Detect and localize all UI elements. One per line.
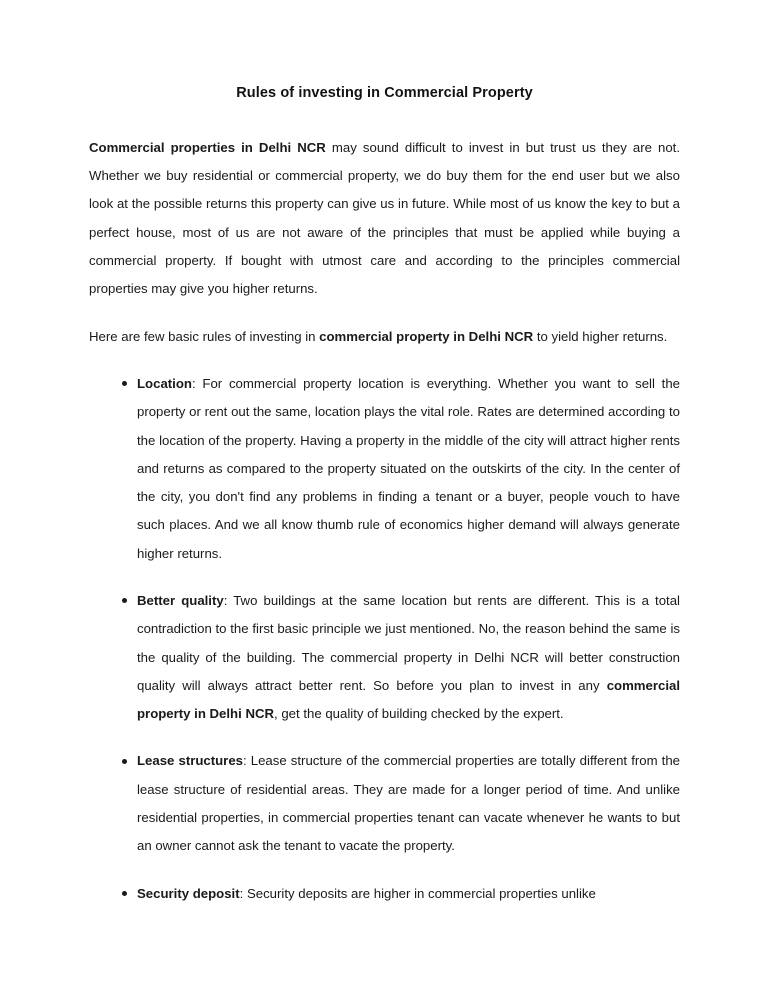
- document-body: [89, 84, 680, 908]
- rules-intro-bold-phrase: commercial property in Delhi NCR: [319, 328, 534, 344]
- bullet-separator: :: [243, 753, 251, 769]
- bullet-body-after-bold-better-quality: , get the quality of building checked by the expert.: [274, 706, 564, 722]
- bullet-separator: :: [239, 885, 247, 901]
- intro-body-text: may sound difficult to invest in but trust us they are not. Whether we buy residential or commercial property, we do buy them for the end user but we also look at the possible returns this property can give us in future. While most of us know the key to but a perfect house, most of us are not aware of the principles that must be applied while buying a commercial property. If bought with utmost care and according to the principles commercial properties may give you higher returns.: [89, 139, 681, 297]
- bullet-bold-phrase-better-quality: commercial property in Delhi NCR: [137, 677, 680, 722]
- bullet-lead-in-security-deposit: Security deposit: [137, 885, 240, 901]
- intro-bold-lead: Commercial properties in Delhi NCR: [89, 139, 326, 155]
- rules-intro-text-after: to yield higher returns.: [533, 328, 668, 344]
- list-item: [89, 880, 680, 908]
- bullet-separator: :: [191, 375, 203, 391]
- list-item: [89, 747, 680, 860]
- page-title: Rules of investing in Commercial Property: [236, 85, 533, 101]
- rules-bullet-list: [89, 370, 680, 908]
- bullet-dot-icon: [118, 880, 130, 908]
- bullet-body-security-deposit: Security deposits are higher in commercial properties unlike: [246, 885, 596, 901]
- bullet-separator: :: [223, 593, 234, 608]
- list-item: [89, 587, 680, 728]
- bullet-dot-icon: [118, 587, 130, 615]
- bullet-lead-in-lease-structures: Lease structures: [137, 753, 243, 769]
- list-item: [89, 370, 680, 568]
- bullet-dot-icon: [118, 370, 130, 398]
- bullet-body-lease-structures: Lease structure of the commercial properties are totally different from the lease structure of residential areas. They are made for a longer period of time. And unlike residential properties, in commercial properties tenant can vacate whenever he wants to but an owner cannot ask the tenant to vacate the property.: [137, 753, 680, 854]
- bullet-body-location: For commercial property location is everything. Whether you want to sell the property or rent out the same, location plays the vital role. Rates are determined according to the location of the property. Having a property in the middle of the city will attract higher rents and returns as compared to the property situated on the outskirts of the city. In the center of the city, you don't find any problems in finding a tenant or a buyer, people vouch to have such places. And we all know thumb rule of economics higher demand will always generate higher returns.: [137, 375, 681, 561]
- paragraph-intro: [89, 134, 680, 304]
- paragraph-rules-intro: [89, 323, 680, 351]
- rules-intro-text-before: Here are few basic rules of investing in: [89, 328, 320, 344]
- bullet-lead-in-better-quality: Better quality: [137, 593, 224, 608]
- bullet-body-better-quality: Two buildings at the same location but rents are different. This is a total contradiction to the first basic principle we just mentioned. No, the reason behind the same is the quality of the building. The commercial property in Delhi NCR will better construction quality will always attract better rent. So before you plan to invest in any: [137, 593, 680, 693]
- bullet-lead-in-location: Location: [137, 375, 192, 391]
- bullet-dot-icon: [118, 747, 130, 775]
